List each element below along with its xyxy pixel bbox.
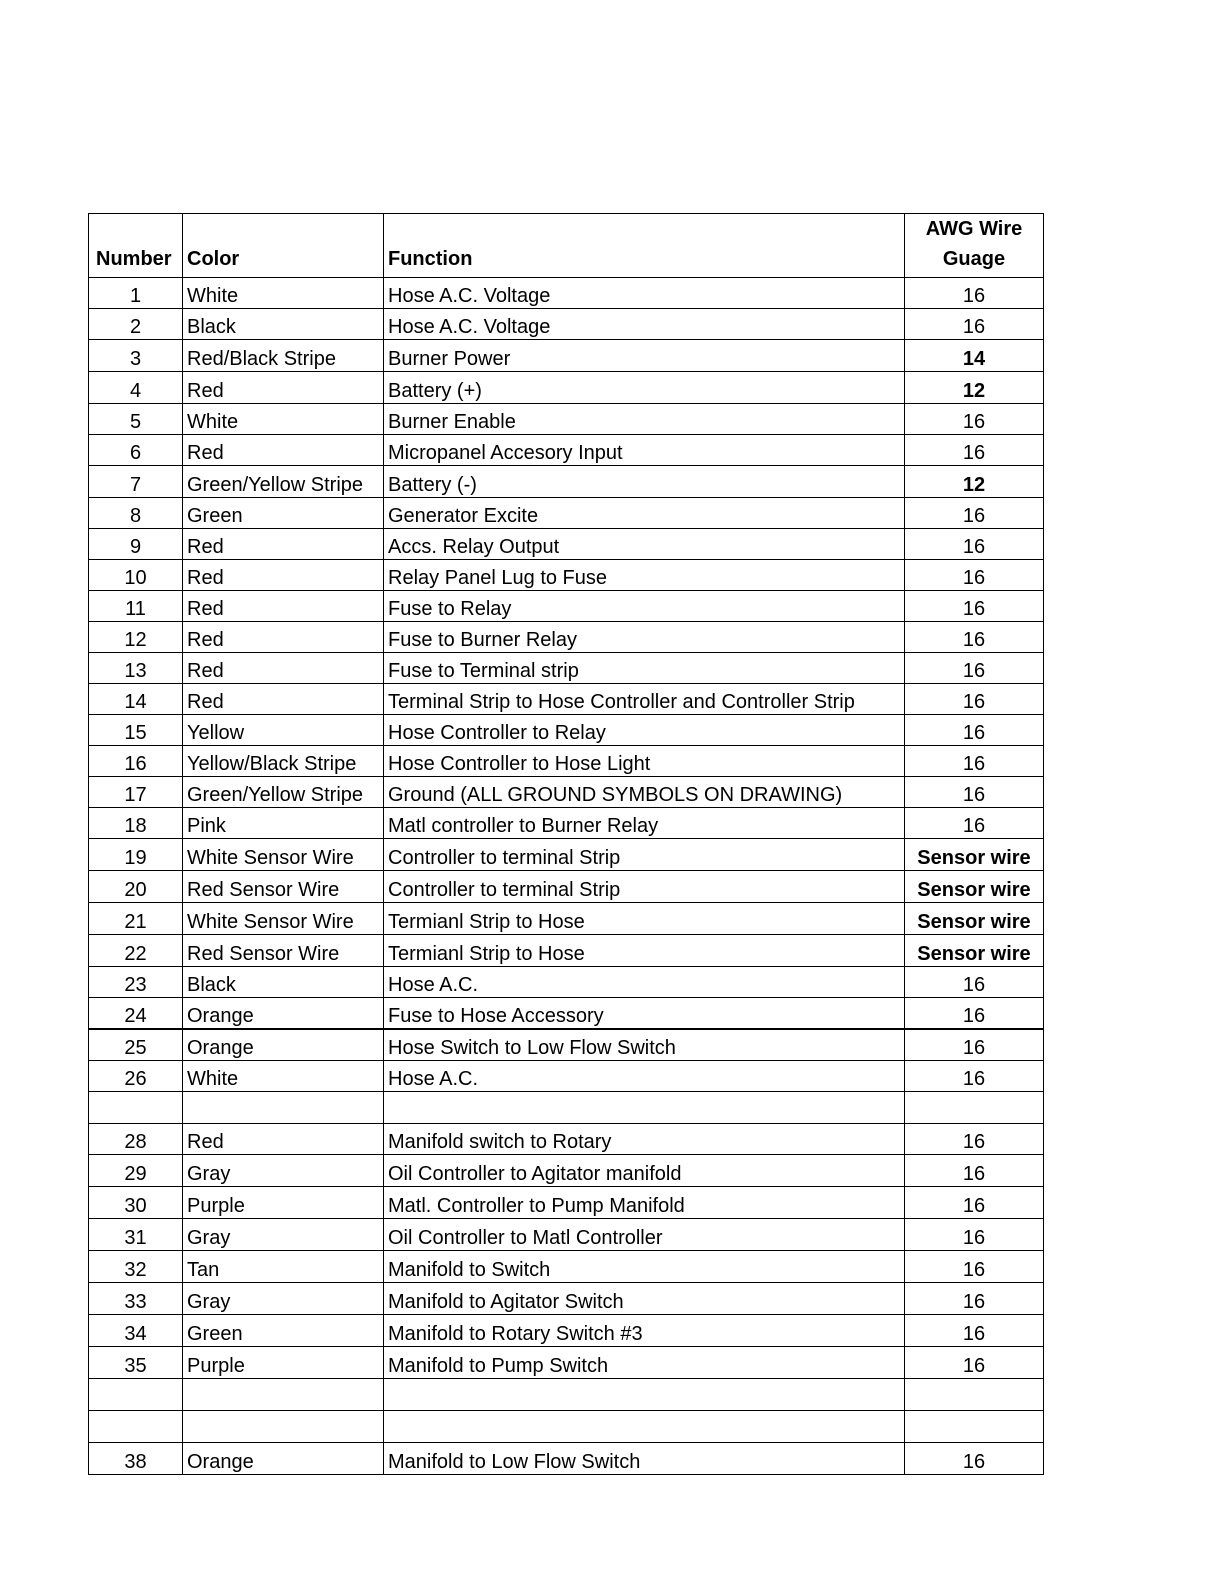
table-row [89,715,1044,746]
cell-number: 7 [89,466,183,498]
cell-function: Fuse to Terminal strip [384,653,905,684]
cell-color: Black [183,309,384,340]
cell-awg: 16 [905,622,1044,653]
cell-awg: 16 [905,498,1044,529]
cell-awg: 16 [905,278,1044,309]
cell-color: Red [183,1124,384,1155]
cell-color: Red/Black Stripe [183,340,384,372]
cell-number: 25 [89,1029,183,1061]
cell-color: Orange [183,1443,384,1475]
cell-number [89,1092,183,1124]
table-row [89,466,1044,498]
cell-number: 3 [89,340,183,372]
cell-function: Generator Excite [384,498,905,529]
cell-color: Green [183,498,384,529]
cell-color: Red Sensor Wire [183,935,384,967]
cell-awg: 16 [905,1443,1044,1475]
cell-awg: 16 [905,998,1044,1030]
cell-function: Burner Power [384,340,905,372]
table-row [89,998,1044,1030]
cell-color: Orange [183,998,384,1030]
cell-number: 6 [89,435,183,466]
cell-awg: 16 [905,309,1044,340]
cell-color: Yellow [183,715,384,746]
cell-awg: 16 [905,684,1044,715]
cell-number: 20 [89,871,183,903]
cell-color: Tan [183,1251,384,1283]
table-row [89,808,1044,839]
cell-awg: 12 [905,466,1044,498]
cell-number: 29 [89,1155,183,1187]
cell-awg: 12 [905,372,1044,404]
table-row [89,1379,1044,1411]
cell-number: 13 [89,653,183,684]
table-body [89,278,1044,1475]
cell-color: Purple [183,1347,384,1379]
cell-awg: 16 [905,746,1044,777]
table-row [89,1124,1044,1155]
cell-function: Matl controller to Burner Relay [384,808,905,839]
header-awg-wire-gauge [905,214,1044,278]
cell-number: 9 [89,529,183,560]
cell-color [183,1411,384,1443]
cell-awg: 16 [905,529,1044,560]
cell-function: Controller to terminal Strip [384,871,905,903]
cell-color: White Sensor Wire [183,839,384,871]
cell-awg: Sensor wire [905,935,1044,967]
cell-awg: 16 [905,1283,1044,1315]
cell-color: Green/Yellow Stripe [183,777,384,808]
table-row [89,340,1044,372]
cell-color: Black [183,967,384,998]
cell-function: Relay Panel Lug to Fuse [384,560,905,591]
cell-color: Yellow/Black Stripe [183,746,384,777]
cell-awg: 16 [905,404,1044,435]
cell-number: 34 [89,1315,183,1347]
table-row [89,746,1044,777]
cell-number: 32 [89,1251,183,1283]
table-row [89,1411,1044,1443]
header-number: Number [89,214,183,278]
cell-function: Termianl Strip to Hose [384,903,905,935]
table-row [89,560,1044,591]
cell-number: 26 [89,1061,183,1092]
cell-number: 38 [89,1443,183,1475]
cell-function: Oil Controller to Matl Controller [384,1219,905,1251]
cell-function: Ground (ALL GROUND SYMBOLS ON DRAWING) [384,777,905,808]
cell-function [384,1092,905,1124]
table-row [89,1283,1044,1315]
cell-color: Gray [183,1219,384,1251]
cell-number: 14 [89,684,183,715]
cell-awg: 16 [905,967,1044,998]
cell-number: 4 [89,372,183,404]
cell-function: Manifold to Pump Switch [384,1347,905,1379]
cell-awg: Sensor wire [905,903,1044,935]
cell-awg: 16 [905,808,1044,839]
cell-color [183,1379,384,1411]
header-awg-line1: AWG Wire [925,218,1023,240]
cell-color: Purple [183,1187,384,1219]
cell-color: White Sensor Wire [183,903,384,935]
cell-number: 19 [89,839,183,871]
header-function: Function [384,214,905,278]
cell-function: Manifold switch to Rotary [384,1124,905,1155]
cell-number: 8 [89,498,183,529]
cell-awg: 16 [905,435,1044,466]
cell-function: Burner Enable [384,404,905,435]
cell-color: Red [183,653,384,684]
cell-awg: Sensor wire [905,839,1044,871]
table-row [89,1219,1044,1251]
cell-color: Red [183,560,384,591]
cell-color: Red [183,684,384,715]
cell-awg: 16 [905,1061,1044,1092]
cell-color: Red [183,529,384,560]
cell-number: 33 [89,1283,183,1315]
table-row [89,591,1044,622]
cell-number: 10 [89,560,183,591]
table-row [89,622,1044,653]
cell-awg: 16 [905,560,1044,591]
header-color: Color [183,214,384,278]
cell-function: Fuse to Burner Relay [384,622,905,653]
table-row [89,278,1044,309]
cell-awg: 14 [905,340,1044,372]
table-row [89,1443,1044,1475]
cell-function: Fuse to Hose Accessory [384,998,905,1030]
wire-function-table [88,213,1044,1475]
cell-number: 24 [89,998,183,1030]
cell-function: Accs. Relay Output [384,529,905,560]
cell-color: White [183,278,384,309]
cell-number: 2 [89,309,183,340]
cell-color: Red [183,622,384,653]
cell-function: Manifold to Rotary Switch #3 [384,1315,905,1347]
cell-number: 21 [89,903,183,935]
cell-color: Gray [183,1283,384,1315]
cell-function: Matl. Controller to Pump Manifold [384,1187,905,1219]
cell-color: Gray [183,1155,384,1187]
table-row [89,871,1044,903]
cell-awg: 16 [905,1315,1044,1347]
cell-awg [905,1092,1044,1124]
cell-awg [905,1379,1044,1411]
cell-number [89,1411,183,1443]
cell-function: Hose Controller to Relay [384,715,905,746]
cell-awg: 16 [905,1187,1044,1219]
table-row [89,1315,1044,1347]
table-row [89,435,1044,466]
cell-number: 17 [89,777,183,808]
table-row [89,529,1044,560]
cell-awg: 16 [905,1347,1044,1379]
cell-color: Orange [183,1029,384,1061]
cell-color: Red [183,435,384,466]
cell-function: Hose A.C. [384,967,905,998]
cell-number: 31 [89,1219,183,1251]
table-row [89,1187,1044,1219]
cell-function: Battery (+) [384,372,905,404]
cell-number: 1 [89,278,183,309]
table-row [89,653,1044,684]
cell-color [183,1092,384,1124]
cell-function: Terminal Strip to Hose Controller and Controller Strip [384,684,905,715]
table-row [89,903,1044,935]
cell-awg: 16 [905,777,1044,808]
cell-number: 11 [89,591,183,622]
header-awg-line2: Guage [942,248,1006,270]
cell-awg: 16 [905,1219,1044,1251]
cell-awg: 16 [905,1251,1044,1283]
cell-color: Pink [183,808,384,839]
table-row [89,1061,1044,1092]
table-row [89,309,1044,340]
cell-awg: 16 [905,653,1044,684]
cell-function: Manifold to Low Flow Switch [384,1443,905,1475]
cell-color: Red [183,591,384,622]
cell-awg: 16 [905,715,1044,746]
cell-color: White [183,404,384,435]
cell-number: 15 [89,715,183,746]
cell-number: 30 [89,1187,183,1219]
cell-awg [905,1411,1044,1443]
cell-function: Termianl Strip to Hose [384,935,905,967]
cell-number: 5 [89,404,183,435]
cell-function: Hose A.C. Voltage [384,278,905,309]
table-row [89,935,1044,967]
cell-color: Green/Yellow Stripe [183,466,384,498]
cell-number [89,1379,183,1411]
cell-function [384,1379,905,1411]
cell-awg: 16 [905,1029,1044,1061]
cell-number: 22 [89,935,183,967]
cell-function: Oil Controller to Agitator manifold [384,1155,905,1187]
cell-number: 35 [89,1347,183,1379]
table-row [89,1347,1044,1379]
table-row [89,1155,1044,1187]
cell-function: Micropanel Accesory Input [384,435,905,466]
cell-number: 12 [89,622,183,653]
table-header-row [89,214,1044,278]
table-row [89,1251,1044,1283]
table-row [89,372,1044,404]
cell-function: Manifold to Agitator Switch [384,1283,905,1315]
cell-function: Controller to terminal Strip [384,839,905,871]
cell-awg: 16 [905,1124,1044,1155]
cell-color: Red Sensor Wire [183,871,384,903]
table-row [89,684,1044,715]
cell-function: Hose A.C. [384,1061,905,1092]
cell-color: Green [183,1315,384,1347]
cell-awg: 16 [905,1155,1044,1187]
cell-function: Hose A.C. Voltage [384,309,905,340]
table-row [89,1029,1044,1061]
table-row [89,404,1044,435]
cell-awg: 16 [905,591,1044,622]
table-row [89,967,1044,998]
cell-number: 28 [89,1124,183,1155]
cell-function: Hose Switch to Low Flow Switch [384,1029,905,1061]
table-row [89,839,1044,871]
cell-function: Hose Controller to Hose Light [384,746,905,777]
table-row [89,777,1044,808]
cell-number: 23 [89,967,183,998]
cell-number: 16 [89,746,183,777]
cell-number: 18 [89,808,183,839]
table-row [89,498,1044,529]
table-row [89,1092,1044,1124]
cell-function: Fuse to Relay [384,591,905,622]
cell-function: Battery (-) [384,466,905,498]
cell-function [384,1411,905,1443]
cell-function: Manifold to Switch [384,1251,905,1283]
cell-color: White [183,1061,384,1092]
cell-color: Red [183,372,384,404]
cell-awg: Sensor wire [905,871,1044,903]
